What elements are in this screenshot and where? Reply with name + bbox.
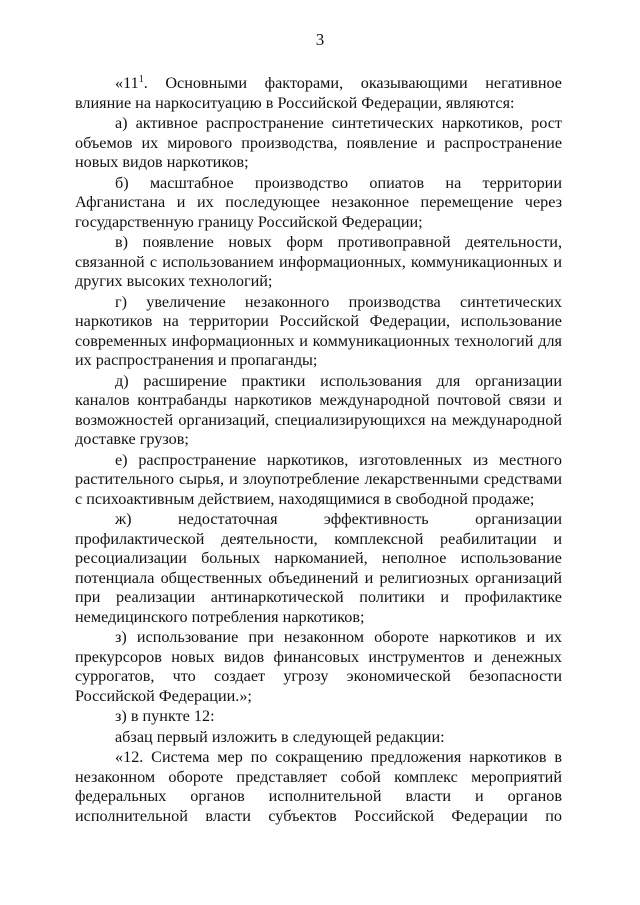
paragraph-item-b: б) масштабное производство опиатов на территории Афганистана и их последующее незаконное перемещение через государственную границу Российской Федерации; (75, 173, 562, 231)
paragraph-item-d: д) расширение практики использования для организации каналов контрабанды наркотиков международной почтовой связи и возможностей организаций, специализирующихся на международной доставке грузов; (75, 371, 562, 448)
paragraph-11-1-open: «11 (115, 74, 139, 92)
paragraph-amendment-point-12: з) в пункте 12: (115, 707, 215, 725)
paragraph-item-z: з) использование при незаконном обороте наркотиков и их прекурсоров новых видов финансовых инструментов и денежных суррогатов, что создает угрозу экономической безопасности Российской Федерации.»; (75, 628, 562, 705)
paragraph-amendment-instruction: абзац первый изложить в следующей редакции: (115, 727, 445, 746)
paragraph-11-1 (75, 74, 562, 113)
paragraph-12: «12. Система мер по сокращению предложения наркотиков в незаконном обороте представляет собой комплекс мероприятий федеральных органов исполнительной власти и органов исполнительной власти субъектов Российской Федерации по (75, 748, 562, 825)
paragraph-item-v: в) появление новых форм противоправной деятельности, связанной с использованием информационных, коммуникационных и других высоких технологий; (75, 233, 562, 290)
paragraph-item-g: г) увеличение незаконного производства синтетических наркотиков на территории Российской Федерации, использование современных информационных и коммуникационных технологий для их распространения и пропаганды; (75, 292, 562, 369)
paragraph-item-zh: ж) недостаточная эффективность организации профилактической деятельности, комплексной реабилитации и ресоциализации больных наркоманией, неполное использование потенциала общественных объединений и религиозных организаций при реализации антинаркотической политики и профилактике немедицинского потребления наркотиков; (75, 510, 562, 626)
document-body (75, 74, 562, 826)
paragraph-item-a: а) активное распространение синтетических наркотиков, рост объемов их мирового производства, появление и распространение новых видов наркотиков; (75, 114, 562, 171)
paragraph-item-e: е) распространение наркотиков, изготовленных из местного растительного сырья, и злоупотребление лекарственными средствами с психоактивным действием, находящимися в свободной продаже; (75, 450, 562, 508)
paragraph-11-1-text: . Основными факторами, оказывающими негативное влияние на наркоситуацию в Российской Федерации, являются: (75, 74, 562, 112)
paragraph-11-1-superscript: 1 (138, 74, 144, 85)
page-number: 3 (315, 30, 325, 49)
